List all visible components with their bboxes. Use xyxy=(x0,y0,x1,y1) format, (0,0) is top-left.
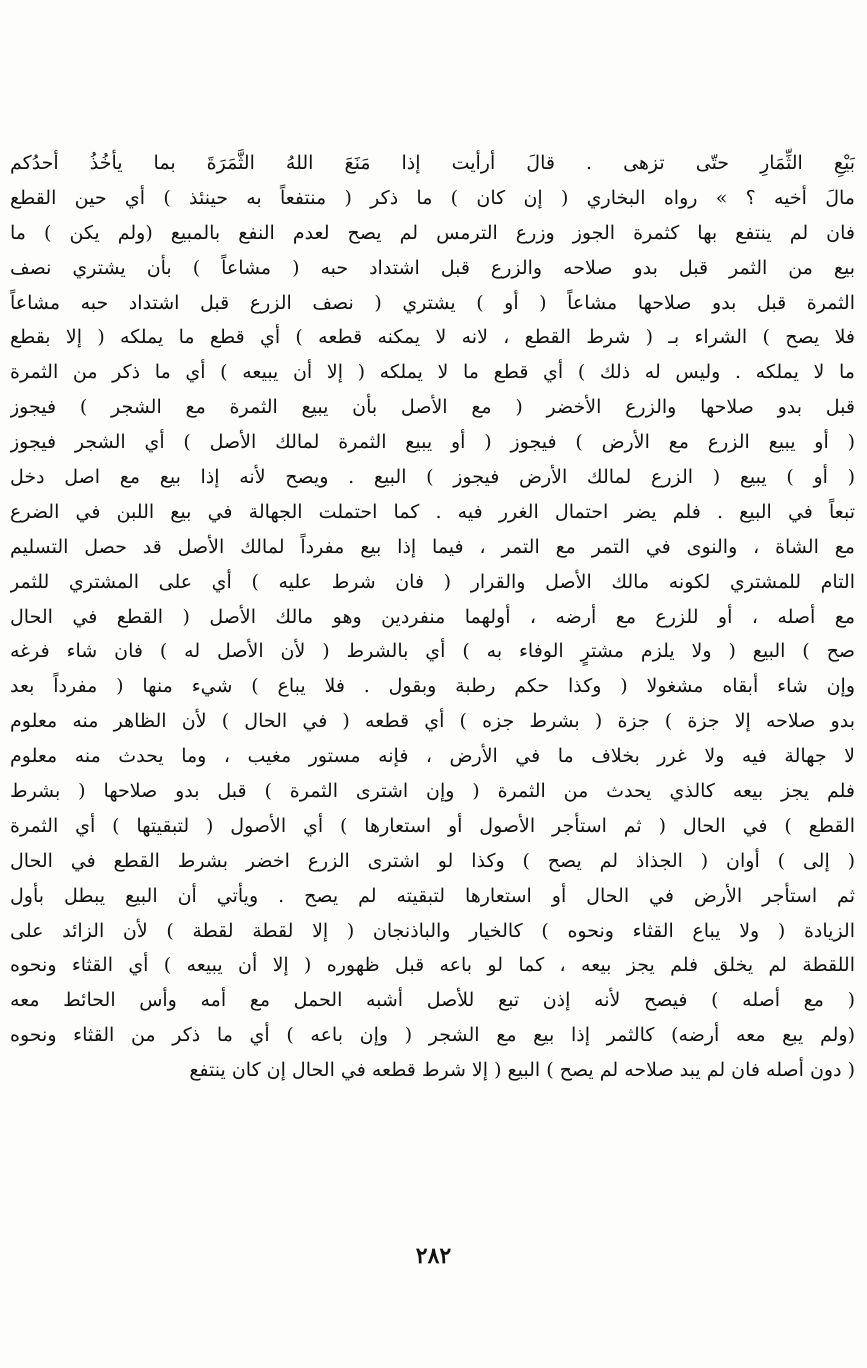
text-line-1: بَيْعِ الثِّمَارِ حتّى تزهى . قالَ أرأيت إذا مَنَعَ اللهُ الثَّمَرَةَ بما يأخُذُ أحدُكم xyxy=(10,152,855,174)
text-line-19: فلم يجز بيعه كالذي يحدث من الثمرة ( وإن اشترى الثمرة ) قبل بدو صلاحها ( بشرط xyxy=(10,780,855,803)
text-line-13: التام للمشتري لكونه مالك الأصل والقرار ( فان شرط عليه ) أي على المشتري للثمر xyxy=(10,570,855,593)
text-line-18: لا جهالة فيه ولا غرر بخلاف ما في الأرض ، فإنه مستور مغيب ، وما يحدث منه معلوم xyxy=(10,745,855,768)
text-line-7: ما لا يملكه . وليس له ذلك ) أي قطع ما لا يملكه ( إلا أن يبيعه ) أي ما ذكر من الثمرة xyxy=(10,361,855,384)
text-line-15: صح ) البيع ( ولا يلزم مشترٍ الوفاء به ) أي بالشرط ( لأن الأصل له ) فان شاء فرغه xyxy=(10,640,855,663)
page-number: ٢٨٢ xyxy=(415,1243,452,1269)
text-line-9: ( أو يبيع الزرع مع الأرض ) فيجوز ( أو يبيع الثمرة لمالك الأصل ) أي الشجر فيجوز xyxy=(10,431,855,454)
text-line-3: فان لم ينتفع بها كثمرة الجوز وزرع الترمس لم يصح لعدم النفع بالمبيع (ولم يكن ) ما xyxy=(10,221,855,244)
text-line-4: بيع من الثمر قبل بدو صلاحه والزرع قبل اشتداد حبه ( مشاعاً ) بأن يشتري نصف xyxy=(10,256,855,279)
text-line-6: فلا يصح ) الشراء بـ ( شرط القطع ، لانه لا يمكنه قطعه ) أي قطع ما يملكه ( إلا بقطع xyxy=(10,326,855,349)
text-line-26: (ولم يبع معه أرضه) كالثمر إذا بيع مع الشجر ( وإن باعه ) أي ما ذكر من القثاء ونحوه xyxy=(10,1024,855,1047)
text-line-23: الزيادة ( ولا يباع القثاء ونحوه ) كالخيار والباذنجان ( إلا لقطة لقطة ) لأن الزائد على xyxy=(10,919,855,942)
text-line-14: مع أصله ، أو للزرع مع أرضه ، أولهما منفردين وهو مالك الأصل ( القطع في الحال xyxy=(10,605,855,628)
text-line-2: مالَ أخيه ؟ » رواه البخاري ( إن كان ) ما ذكر ( منتفعاً به حينئذ ) أي حين القطع xyxy=(10,186,855,209)
text-line-16: وإن شاء أبقاه مشغولا ( وكذا حكم رطبة وبقول . فلا يباع ) شيء منها ( مفرداً بعد xyxy=(10,675,855,698)
text-line-10: ( أو ) يبيع ( الزرع لمالك الأرض فيجوز ) البيع . ويصح لأنه إذا بيع مع اصل دخل xyxy=(10,466,855,489)
text-line-8: قبل بدو صلاحها والزرع الأخضر ( مع الأصل بأن يبيع الثمرة مع الشجر ) فيجوز xyxy=(10,396,855,419)
text-line-11: تبعاً في البيع . فلم يضر احتمال الغرر فيه . كما احتملت الجهالة في بيع اللبن في الضرع xyxy=(10,500,855,523)
text-line-12: مع الشاة ، والنوى في التمر مع التمر ، فيما إذا بيع مفرداً لمالك الأصل قد حصل التسليم xyxy=(10,535,855,558)
text-line-27: ( دون أصله فان لم يبد صلاحه لم يصح ) البيع ( إلا شرط قطعه في الحال إن كان ينتفع xyxy=(189,1059,855,1082)
text-line-5: الثمرة قبل بدو صلاحها مشاعاً ( أو ) يشتري ( نصف الزرع قبل اشتداد حبه مشاعاً xyxy=(10,291,855,314)
text-line-22: ثم استأجر الأرض في الحال أو استعارها لتبقيته لم يصح . ويأتي أن البيع يبطل بأول xyxy=(10,884,855,907)
text-line-20: القطع ) في الحال ( ثم استأجر الأصول أو استعارها ) أي الأصول ( لتبقيتها ) أي الثمرة xyxy=(10,814,855,837)
text-line-17: بدو صلاحه إلا جزة ) جزة ( بشرط جزه ) أي قطعه ( في الحال ) لأن الظاهر منه معلوم xyxy=(10,710,855,733)
text-line-21: ( إلى ) أوان ( الجذاذ لم يصح ) وكذا لو اشترى الزرع اخضر بشرط القطع في الحال xyxy=(10,849,855,872)
text-line-24: اللقطة لم يخلق فلم يجز بيعه ، كما لو باعه قبل ظهوره ( إلا أن يبيعه ) أي القثاء ونحوه xyxy=(10,954,855,977)
text-line-25: ( مع أصله ) فيصح لأنه إذن تبع للأصل أشبه الحمل مع أمه وأس الحائط معه xyxy=(10,989,855,1012)
body-text xyxy=(10,146,855,1088)
